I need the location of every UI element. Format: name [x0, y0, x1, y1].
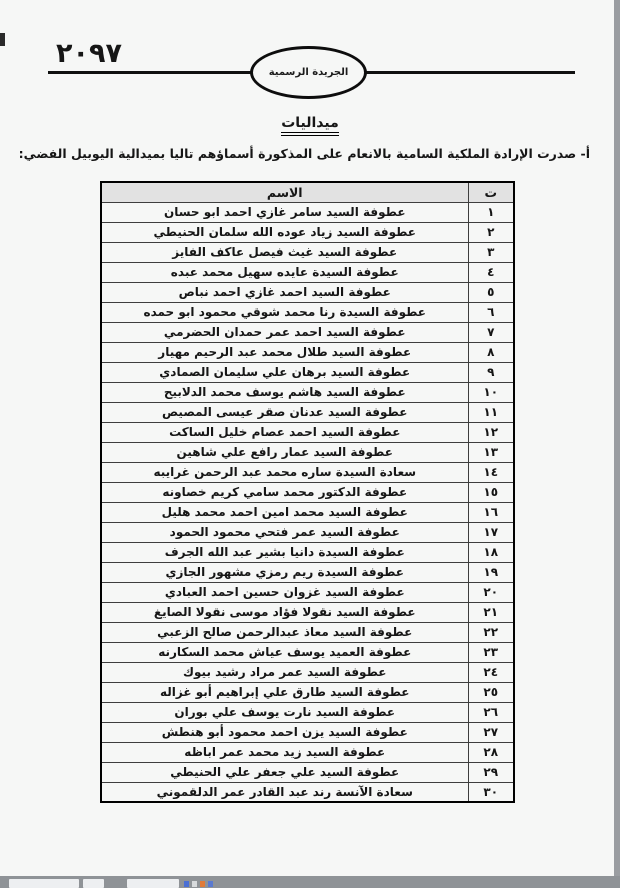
gazette-oval-badge	[250, 46, 367, 99]
row-index-cell: ٢٩	[468, 762, 514, 782]
row-name-cell: عطوفة السيد يزن احمد محمود أبو هنطش	[101, 722, 468, 742]
row-name-cell: عطوفة السيدة دانيا بشير عبد الله الجرف	[101, 542, 468, 562]
taskbar-icon-fragment[interactable]	[200, 881, 205, 887]
table-row	[101, 522, 514, 542]
table-row	[101, 702, 514, 722]
row-name-cell: عطوفة السيد علي جعفر علي الحنيطي	[101, 762, 468, 782]
table-row	[101, 642, 514, 662]
taskbar-item[interactable]	[127, 879, 179, 888]
table-row	[101, 362, 514, 382]
page-number: ٢٠٩٧	[56, 38, 122, 69]
taskbar-icon-fragment[interactable]	[184, 881, 189, 887]
row-name-cell: عطوفة السيدة رنا محمد شوقي محمود ابو حمده	[101, 302, 468, 322]
row-index-cell: ٢	[468, 222, 514, 242]
table-row	[101, 502, 514, 522]
table-row	[101, 242, 514, 262]
row-name-cell: عطوفة السيد عمر فتحي محمود الحمود	[101, 522, 468, 542]
row-name-cell: سعادة الآنسة رند عبد القادر عمر الدلقموني	[101, 782, 468, 802]
col-header-name: الاسم	[101, 182, 468, 202]
row-index-cell: ١٥	[468, 482, 514, 502]
row-name-cell: عطوفة السيد نقولا فؤاد موسى نقولا الصايغ	[101, 602, 468, 622]
taskbar-item[interactable]	[83, 879, 104, 888]
row-index-cell: ١٦	[468, 502, 514, 522]
row-index-cell: ١١	[468, 402, 514, 422]
section-title-wrap	[0, 112, 620, 136]
row-name-cell: عطوفة السيد احمد عصام خليل الساكت	[101, 422, 468, 442]
names-table-body	[101, 202, 514, 802]
gazette-name: الجريدة الرسمية	[268, 67, 349, 78]
table-row	[101, 582, 514, 602]
row-index-cell: ١٧	[468, 522, 514, 542]
row-index-cell: ٩	[468, 362, 514, 382]
table-row	[101, 562, 514, 582]
intro-text: أ- صدرت الإرادة الملكية السامية بالانعام على المذكورة أسماؤهم تاليا بميدالية اليوبيل الفضي:	[18, 146, 590, 161]
table-row	[101, 442, 514, 462]
table-row	[101, 342, 514, 362]
row-name-cell: عطوفة السيد سامر غازي احمد ابو حسان	[101, 202, 468, 222]
taskbar-item[interactable]	[9, 879, 79, 888]
table-row	[101, 682, 514, 702]
row-name-cell: عطوفة السيد طلال محمد عبد الرحيم مهيار	[101, 342, 468, 362]
row-name-cell: عطوفة السيد عمر مراد رشيد بيوك	[101, 662, 468, 682]
table-row	[101, 322, 514, 342]
row-index-cell: ٢٨	[468, 742, 514, 762]
row-name-cell: عطوفة السيد عدنان صقر عيسى المصيص	[101, 402, 468, 422]
table-row	[101, 622, 514, 642]
table-row	[101, 662, 514, 682]
row-index-cell: ٢٥	[468, 682, 514, 702]
table-row	[101, 602, 514, 622]
table-row	[101, 382, 514, 402]
table-row	[101, 782, 514, 802]
row-index-cell: ٨	[468, 342, 514, 362]
row-index-cell: ٢٢	[468, 622, 514, 642]
row-index-cell: ١٣	[468, 442, 514, 462]
row-name-cell: عطوفة السيد غيث فيصل عاكف الفايز	[101, 242, 468, 262]
row-name-cell: عطوفة السيدة عايده سهيل محمد عبده	[101, 262, 468, 282]
row-index-cell: ٢٦	[468, 702, 514, 722]
table-row	[101, 722, 514, 742]
row-name-cell: عطوفة السيد محمد امين احمد محمد هليل	[101, 502, 468, 522]
row-name-cell: عطوفة السيد نارت يوسف علي بوران	[101, 702, 468, 722]
row-index-cell: ١٠	[468, 382, 514, 402]
row-index-cell: ٤	[468, 262, 514, 282]
row-name-cell: عطوفة السيد هاشم يوسف محمد الدلابيح	[101, 382, 468, 402]
medal-recipients-table	[100, 181, 515, 803]
table-row	[101, 222, 514, 242]
row-index-cell: ٧	[468, 322, 514, 342]
row-index-cell: ٢٣	[468, 642, 514, 662]
section-title: ميداليات	[281, 115, 339, 131]
row-index-cell: ٥	[468, 282, 514, 302]
row-name-cell: عطوفة السيد زياد عوده الله سلمان الحنيطي	[101, 222, 468, 242]
table-row	[101, 402, 514, 422]
taskbar-icon-fragment[interactable]	[192, 881, 197, 887]
table-row	[101, 482, 514, 502]
row-index-cell: ٢٧	[468, 722, 514, 742]
row-index-cell: ١٨	[468, 542, 514, 562]
taskbar-icon-fragment[interactable]	[208, 881, 213, 887]
row-name-cell: سعادة السيدة ساره محمد عبد الرحمن غرايبه	[101, 462, 468, 482]
row-index-cell: ٣٠	[468, 782, 514, 802]
row-name-cell: عطوفة السيد معاذ عبدالرحمن صالح الزعبي	[101, 622, 468, 642]
table-row	[101, 742, 514, 762]
row-name-cell: عطوفة السيد طارق علي إبراهيم أبو غزاله	[101, 682, 468, 702]
table-header-row	[101, 182, 514, 202]
table-row	[101, 462, 514, 482]
row-name-cell: عطوفة العميد يوسف عياش محمد السكارنه	[101, 642, 468, 662]
table-row	[101, 202, 514, 222]
table-row	[101, 422, 514, 442]
row-index-cell: ٦	[468, 302, 514, 322]
row-name-cell: عطوفة السيد برهان علي سليمان الصمادي	[101, 362, 468, 382]
table-row	[101, 302, 514, 322]
row-index-cell: ١٤	[468, 462, 514, 482]
row-name-cell: عطوفة السيد عمار رافع علي شاهين	[101, 442, 468, 462]
section-title-underline	[281, 112, 339, 136]
row-index-cell: ٣	[468, 242, 514, 262]
table-row	[101, 282, 514, 302]
scrollbar-strip[interactable]	[614, 0, 620, 888]
row-name-cell: عطوفة السيد احمد عمر حمدان الحضرمي	[101, 322, 468, 342]
row-index-cell: ٢١	[468, 602, 514, 622]
row-index-cell: ٢٠	[468, 582, 514, 602]
row-index-cell: ٢٤	[468, 662, 514, 682]
row-name-cell: عطوفة السيدة ريم رمزي مشهور الجازي	[101, 562, 468, 582]
taskbar	[0, 876, 620, 888]
row-name-cell: عطوفة الدكتور محمد سامي كريم خصاونه	[101, 482, 468, 502]
table-row	[101, 262, 514, 282]
row-index-cell: ١	[468, 202, 514, 222]
row-name-cell: عطوفة السيد زيد محمد عمر اباظه	[101, 742, 468, 762]
table-row	[101, 762, 514, 782]
row-index-cell: ١٢	[468, 422, 514, 442]
row-index-cell: ١٩	[468, 562, 514, 582]
row-name-cell: عطوفة السيد احمد غازي احمد نباص	[101, 282, 468, 302]
scan-artifact	[0, 33, 5, 46]
col-header-index: ت	[468, 182, 514, 202]
row-name-cell: عطوفة السيد غزوان حسين احمد العبادي	[101, 582, 468, 602]
table-row	[101, 542, 514, 562]
